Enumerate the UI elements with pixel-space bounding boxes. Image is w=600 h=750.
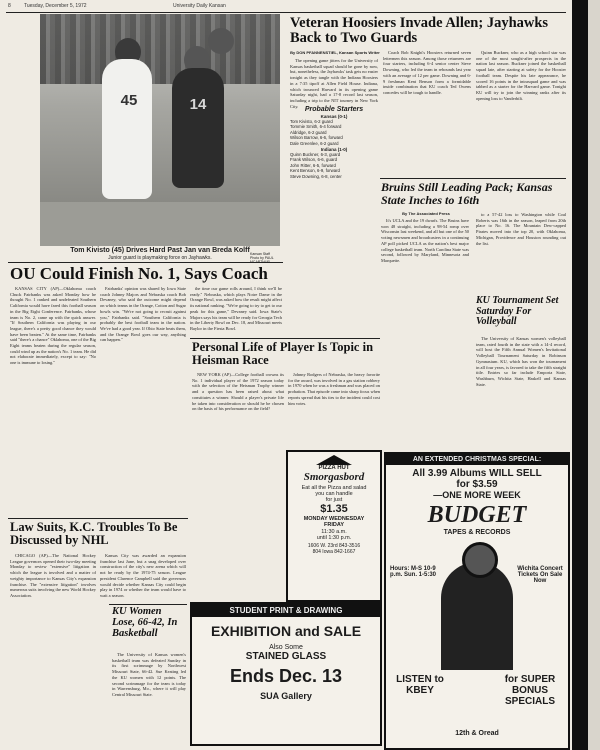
article-volleyball: The University of Kansas women's volleyball team, rated fourth in the state with a 14-4 record, will host the Fifth Annual Women's Invitational Volleyball Tournament Saturday in Robinson Gymnasium. KU, which has won the tournament in all four years, is favored to take the fifth straight title. Entries so far include Emporia State, Washburn, Wichita State, Haskell and Kansas State. (476, 336, 566, 387)
article-veterans-col2: Coach Bob Knight's Hoosiers returned seven lettermen this season. Among those returnees are four starters, including 6-4 senior center Steve Downing, who led the team in rebounds last year with an average of 12 per game. Downing and 6-9 freshman Kent Benson form a formidable inside combination that KU coach Ted Owens concedes will be tough to handle. (383, 50, 471, 95)
article-ou-col1: KANSAS CITY (AP)—Oklahoma coach Chuck Fairbanks was asked Monday how he thought No. 1 ranked and undefeated Southern California would have fared this football season in the Big Eight Conference. Fairbanks, whose team is No. 2, came up with the quick answer. "If Southern California was playing in our league, there's a pretty good chance they would have been beaten." At the same time, Fairbanks said "there's a chance" Oklahoma, one of the Big Eight teams beaten during the regular season, could wind up as the nation's No. 1 team. He did not elaborate immediately, except to say: "No one is immune to losing." (10, 286, 96, 366)
photo-caption: Tom Kivisto (45) Drives Hard Past Jan van Breda Kolff (70, 247, 250, 254)
pizza-hut-ad: PIZZA HUT Smorgasbord Eat all the Pizza and salad you can handle for just $1.35 MONDAY WEDNESDAY FRIDAY 11:30 a.m. until 1:30 p.m. 1606 W. 23rd 843-3516 804 Iowa 842-1667 (286, 450, 382, 602)
next-page-edge (588, 0, 600, 750)
starter-item: Steve Downing, 6-8, center (290, 173, 342, 179)
byline-veterans: By DON PFANNENSTIEL, Kansan Sports Writer (290, 50, 380, 55)
page-number: 8 (8, 3, 11, 9)
article-women: The University of Kansas women's basketball team was defeated Sunday in its first scrimmage by Northwest Missouri State, 66-42. Sue Keating led the KU women with 12 points. The second scrimmage for the team is today in Warrensburg, Mo., where it will play Central Missouri State. (112, 652, 186, 697)
starter-item: Dale Greenlee, 6-2 guard (290, 140, 339, 146)
article-heisman-col1: NEW YORK (AP)—College football crowns its No. 1 individual player of the 1972 season today with the selection of the Heisman Trophy winner and a question has been raised about what constitutes a winner. Should a player's private life be taken into consideration or should he be chosen on the basis of his performance on the field? (192, 372, 284, 412)
sua-exhibition-ad: STUDENT PRINT & DRAWING EXHIBITION and SALE Also Some STAINED GLASS Ends Dec. 13 SUA Gallery (190, 602, 382, 746)
headline-heisman: Personal Life of Player Is Topic in Heisman Race (192, 340, 374, 368)
jersey-number: 45 (120, 92, 138, 109)
article-heisman-col2: Johnny Rodgers of Nebraska, the heavy favorite for the award, was involved in a gas station robbery in 1970 when he was a freshman and was placed on probation. That episode came into sharp focus when reports spread that his ties to the incident could cost him votes. (288, 372, 380, 406)
headline-women: KU Women Lose, 66-42, In Basketball (112, 606, 178, 640)
starter-item: Tom Kivisto, 6-2 guard (290, 119, 333, 124)
article-law-col2: Kansas City was awarded an expansion franchise last June, but a snag developed over construction of the city's new arena which will not be ready by the 1974-75 season. League president Clarence Campbell said the governors would decide whether Kansas City could begin play in 1974 or whether the team would have to wait a season. (100, 553, 186, 598)
probable-starters: Probable Starters Kansas (0-1) Tom Kivisto, 6-2 guard Tommie Smith, 6-4 forward Aldridge, 6-2 guard Wilson Barrow, 6-6, forward Dale Greenlee, 6-2 guard Indiana (1-0) Quinn Buckner, 6-3, guard Frank Wilson, 6-6, guard John Ritter, 6-5, forward Kent Benson, 6-9, forward Steve Downing, 6-8, center (290, 106, 378, 179)
headline-law: Law Suits, K.C. Troubles To Be Discussed by NHL (10, 520, 178, 548)
roof-icon (316, 455, 352, 465)
headline-bruins: Bruins Still Leading Pack; Kansas State Inches to 16th (381, 180, 553, 207)
article-ou-col3: the time our game rolls around, I think we'll be ready." Nebraska, which plays Notre Dame in the Orange Bowl, was asked how the result might affect its national ranking. "We're going to try to get to our peak for this game," Devaney said. Iowa State's Majors says his team will be ready for Georgia Tech in the Liberty Bowl on Dec. 18, and Missouri meets Baylor in the Fiesta Bowl. (190, 286, 282, 331)
starter-item: Quinn Buckner, 6-3, guard (290, 152, 341, 158)
photo-credit: Kansan Staff Photo by PAUL (250, 252, 274, 260)
starter-item: Aldridge, 6-2 guard (290, 129, 327, 135)
starter-item: Kent Benson, 6-9, forward (290, 168, 340, 174)
byline-bruins: By The Associated Press (402, 211, 450, 216)
headline-volleyball: KU Tournament Set Saturday For Volleyball (476, 295, 559, 327)
starter-item: Tommie Smith, 6-4 forward (290, 124, 342, 130)
headline-veterans: Veteran Hoosiers Invade Allen; Jayhawks Back to Two Guards (290, 15, 549, 47)
basketball-icon (208, 28, 234, 54)
article-bruins-col2: to a 57-42 loss to Washington while Coal Roberts was 16th in the season, leaped from 20th place to No. 16. The Mountain Dew-capped Pirates moved into the top 20, with Oklahoma, Michigan, Providence and Houston rounding out the list. (476, 212, 566, 246)
article-bruins-col1: It's UCLA and the 19 dwarfs. The Bruins have won 48 straight, including a 98-54 romp over Wisconsin last weekend, and all but one of the 50 voting newsmen and broadcasters in a continuing AP poll picked UCLA as the nation's best major college basketball team. North Carolina State was second, followed by Maryland, Minnesota and Marquette. (381, 218, 469, 263)
folio-paper: University Daily Kansan (173, 3, 226, 9)
starter-item: Frank Wilson, 6-6, guard (290, 157, 338, 163)
headline-ou: OU Could Finish No. 1, Says Coach (10, 264, 268, 283)
article-veterans-col1: The opening game jitters for the University of Kansas basketball squad should be gone by now, but, nonetheless, the Jayhawks' task gets no easier tonight as they tangle with the Indiana Hoosiers in a 7:35 tipoff at Allen Field House. Indiana, which trounced Harvard in its opening game Saturday night, had a 17-8 record last season, including a trip to the NIT tourney in New York City. (290, 58, 378, 109)
budget-tapes-ad: AN EXTENDED CHRISTMAS SPECIAL: All 3.99 Albums WILL SELL for $3.59 —ONE MORE WEEK BUDGET TAPES & RECORDS Hours: M-S 10-9 p.m. Sun. 1-5:30 Wichita Concert Tickets On Sale Now LISTEN to KBEY for SUPER BONUS SPECIALS 12th & Oread (384, 452, 570, 750)
article-ou-col2: Fairbanks' opinion was shared by Iowa State coach Johnny Majors and Nebraska coach Bob Devaney, who said the outcome might depend on which teams in the Orange, Cotton and Sugar bowls win. "We're not going to recruit against you," Fairbanks said. "Southern California is probably the best football team in the nation. We've had a good year. If Ohio State beats them, and the Orange Bowl goes our way, anything can happen." (100, 286, 186, 343)
jersey-number: 14 (189, 96, 207, 113)
jesus-figure-illustration (441, 562, 513, 670)
article-law-col1: CHICAGO (AP)—The National Hockey League governors opened their two-day meeting Monday to review "extensive" litigation in which the league is involved and a matter of weighty importance to Kansas City's expansion franchise. The "extensive litigation" involves numerous suits involving the new World Hockey Association. (10, 553, 96, 598)
folio-date: Tuesday, December 5, 1972 (24, 3, 87, 9)
starter-item: John Ritter, 6-5, forward (290, 162, 336, 168)
starter-item: Wilson Barrow, 6-6, forward (290, 135, 343, 141)
photo-subcaption: Junior guard is playmaking force on Jayhawks. (108, 255, 212, 261)
article-heisman-col3 (288, 330, 289, 331)
article-veterans-col3: Quinn Buckner, who as a high school star was one of the most sought-after prospects in the nation last season. Buckner joined the basketball squad late, after starting at safety for the Hoosier football team. Despite his late appearance, he scored 16 points in the intrasquad game and was tabbed as a starter for the Harvard game. Tonight KU will try to join the winning ranks after its opening loss to Vanderbilt. (476, 50, 566, 101)
